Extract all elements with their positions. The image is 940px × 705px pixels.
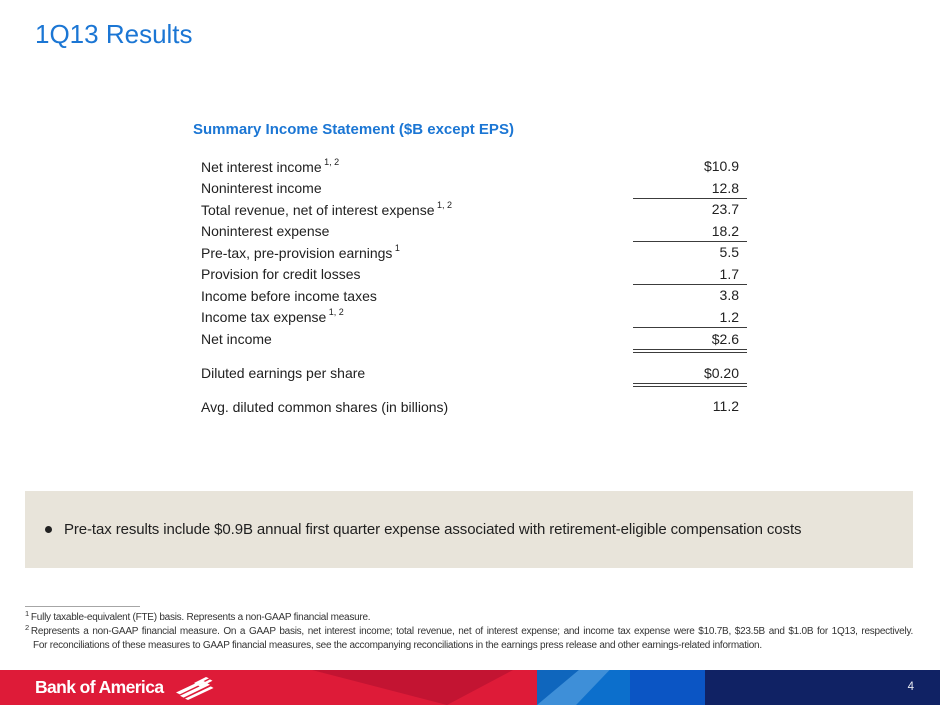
bank-of-america-logo — [35, 670, 214, 705]
table-row — [193, 307, 754, 329]
footnote-2-line1 — [25, 625, 913, 639]
footnote-2-line2 — [25, 639, 913, 653]
footnote-1-text: Fully taxable-equivalent (FTE) basis. Represents a non-GAAP financial measure. — [30, 612, 371, 623]
row-value: 12.8 — [633, 180, 747, 199]
highlight-box — [25, 491, 913, 568]
row-label: Noninterest income — [201, 180, 322, 197]
row-label: Noninterest expense — [201, 223, 330, 240]
income-table-rows — [193, 156, 754, 418]
footnote-2-marker: 2 — [25, 623, 29, 632]
table-row — [193, 396, 754, 418]
bofa-flag-icon — [172, 676, 214, 700]
row-label: Avg. diluted common shares (in billions) — [201, 398, 449, 415]
footnote-marker: 1, 2 — [326, 307, 344, 318]
table-row — [193, 178, 754, 200]
row-value: 1.7 — [633, 266, 747, 285]
footnotes — [25, 606, 913, 653]
summary-income-statement — [193, 121, 754, 418]
row-label: Net income — [201, 330, 272, 347]
table-row — [193, 156, 754, 178]
footnote-marker: 1, 2 — [434, 199, 452, 210]
footnote-marker: 1 — [392, 242, 400, 253]
row-label: Pre-tax, pre-provision earnings $^1$ — [201, 242, 400, 261]
row-label: Income tax expense $^{1, 2}$ — [201, 307, 344, 326]
footnote-1-marker: 1 — [25, 609, 29, 618]
footnote-separator — [25, 606, 140, 607]
row-value: 18.2 — [633, 223, 747, 242]
row-value: $2.6 — [633, 331, 747, 350]
table-title: Summary Income Statement ($B except EPS) — [193, 121, 514, 138]
row-label: Total revenue, net of interest expense $^{1, 2}$ — [201, 199, 452, 218]
footnote-1 — [25, 611, 913, 625]
table-row — [193, 242, 754, 264]
row-value: 3.8 — [719, 286, 739, 303]
footer-band — [0, 670, 940, 705]
footer-navy-segment — [705, 670, 940, 705]
table-row — [193, 199, 754, 221]
row-label: Income before income taxes — [201, 287, 377, 304]
table-row — [193, 328, 754, 350]
footnote-2-text-line1: Represents a non-GAAP financial measure. On a GAAP basis, net interest income; total revenue, net of interest expense; and income tax expense were $10.7B, $23.5B and $1.0B for 1Q13, respectively. — [30, 626, 913, 637]
footer-blue-segment-2 — [630, 670, 705, 705]
row-value: $0.20 — [633, 365, 747, 384]
highlight-bullet-text: Pre-tax results include $0.9B annual first quarter expense associated with retirement-eligible compensation costs — [64, 521, 802, 538]
row-value: 1.2 — [633, 309, 747, 328]
row-label: Net interest income $^{1, 2}$ — [201, 156, 340, 175]
footnote-marker: 1, 2 — [321, 156, 340, 167]
bullet-icon — [45, 526, 52, 533]
footer-blue-segment-1 — [537, 670, 630, 705]
page-number: 4 — [907, 681, 914, 693]
row-value: 11.2 — [712, 397, 739, 414]
bank-of-america-logo-text: Bank of America — [35, 677, 164, 697]
table-row — [193, 285, 754, 307]
table-row — [193, 362, 754, 384]
row-label: Provision for credit losses — [201, 266, 361, 283]
row-label: Diluted earnings per share — [201, 364, 366, 381]
page-title: 1Q13 Results — [35, 19, 193, 49]
table-row — [193, 221, 754, 243]
footnote-2-text-line2: For reconciliations of these measures to GAAP financial measures, see the accompanying reconciliations in the earnings press release and other earnings-related information. — [33, 640, 762, 651]
table-row — [193, 264, 754, 286]
row-value: 23.7 — [711, 200, 739, 217]
row-value: 5.5 — [719, 243, 739, 260]
row-value: $10.9 — [703, 157, 739, 174]
